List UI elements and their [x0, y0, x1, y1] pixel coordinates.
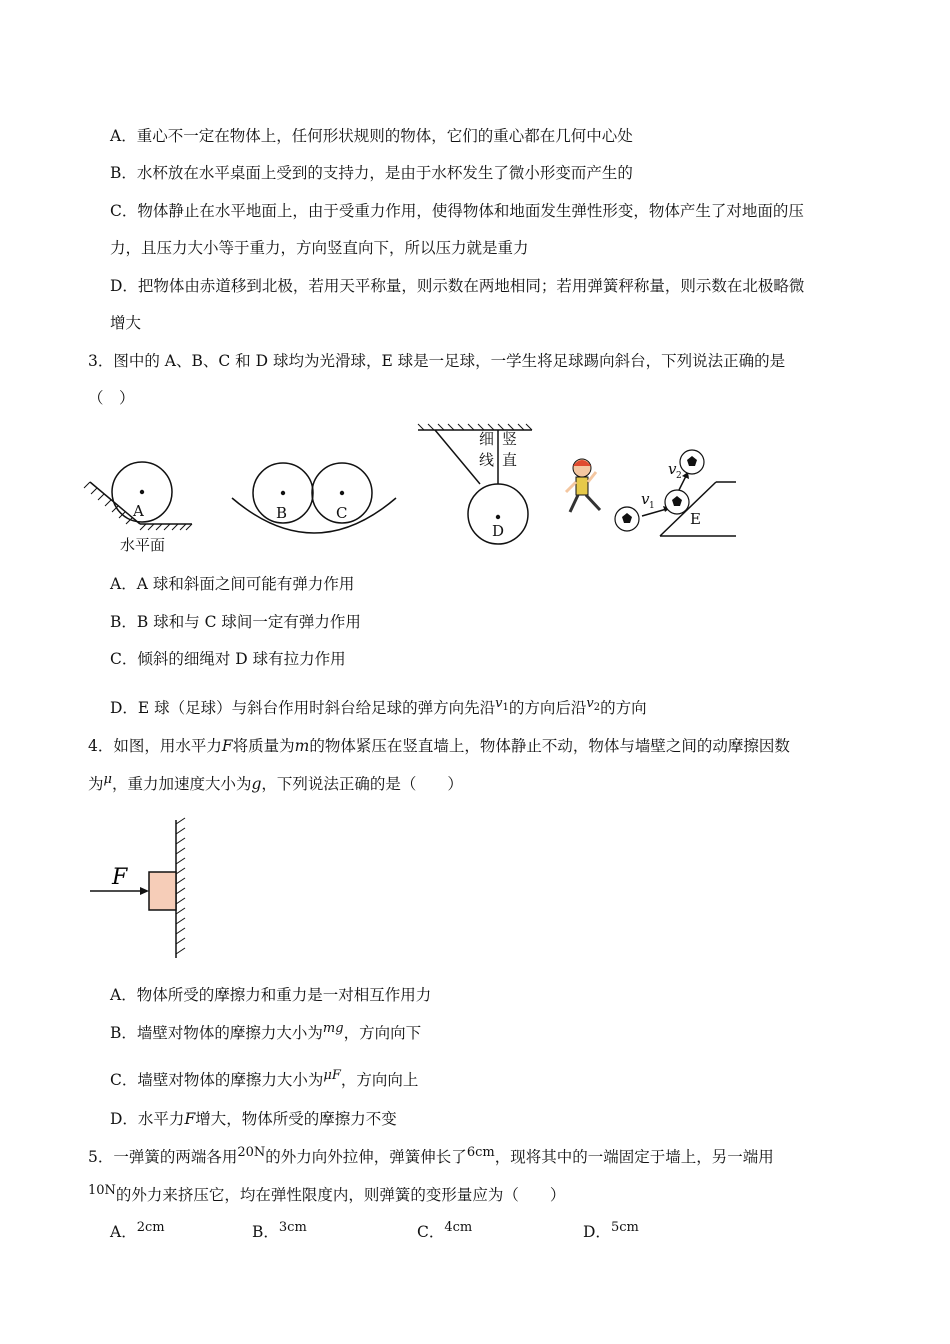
football-3: [680, 450, 704, 474]
label-v1: v: [641, 490, 650, 508]
q2-option-d-line2: 增大: [110, 314, 142, 332]
label-b: B: [276, 504, 288, 522]
q2-option-a: A．重心不一定在物体上，任何形状规则的物体，它们的重心都在几何中心处: [110, 127, 633, 145]
force-label: F: [112, 865, 128, 890]
q3-stem-line1: 3．图中的 A、B、C 和 D 球均为光滑球，E 球是一足球，一学生将足球踢向斜台，下列说法正确的是: [88, 352, 786, 370]
q2-option-c-line1: C．物体静止在水平地面上，由于受重力作用，使得物体和地面发生弹性形变，物体产生了对地面的压: [110, 202, 804, 220]
q4-option-a: A．物体所受的摩擦力和重力是一对相互作用力: [110, 986, 432, 1004]
q2-option-b: B．水杯放在水平桌面上受到的支持力，是由于水杯发生了微小形变而产生的: [110, 164, 633, 182]
q4-option-c: C．墙壁对物体的摩擦力大小为$^{\mu F}$，方向向上: [110, 1068, 419, 1089]
label-vertical-1: 竖: [502, 430, 518, 448]
q5-stem-line1: 5．一弹簧的两端各用$^{20N}$的外力向外拉伸，弹簧伸长了$^{6cm}$，现将其中的一端固定于墙上，另一端用: [88, 1145, 774, 1166]
q4-figure: [88, 818, 198, 963]
student-figure: [566, 459, 600, 512]
slanted-string: [435, 430, 480, 484]
q5-option-b: B．$^{3cm}$: [252, 1220, 307, 1241]
q5-option-d: D．$^{5cm}$: [583, 1220, 639, 1241]
label-v2-sub: 2: [676, 471, 682, 481]
q5-option-c: C．$^{4cm}$: [417, 1220, 473, 1241]
label-vertical-2: 直: [502, 451, 518, 469]
label-ground: 水平面: [120, 536, 166, 554]
q3-option-a: A．A 球和斜面之间可能有弹力作用: [110, 575, 355, 593]
q3-stem-line2: （ ）: [88, 389, 135, 407]
label-c: C: [336, 504, 348, 522]
q4-stem-line2: 为$^\mu$，重力加速度大小为g，下列说法正确的是（ ）: [88, 772, 463, 793]
q2-option-d-line1: D．把物体由赤道移到北极，若用天平称量，则示数在两地相同；若用弹簧秤称量，则示数在北极略微: [110, 277, 805, 295]
q5-stem-line2: $^{10N}$的外力来挤压它，均在弹性限度内，则弹簧的变形量应为（ ）: [88, 1183, 566, 1204]
label-thin-2: 线: [479, 451, 495, 469]
label-e: E: [690, 510, 701, 528]
label-thin-1: 细: [479, 430, 495, 448]
label-d: D: [492, 522, 505, 540]
football-2: [665, 490, 689, 514]
q2-option-c-line2: 力，且压力大小等于重力，方向竖直向下，所以压力就是重力: [110, 239, 529, 257]
q5-option-a: A．$^{2cm}$: [110, 1220, 165, 1241]
block: [149, 872, 176, 910]
q4-option-b: B．墙壁对物体的摩擦力大小为$^{mg}$，方向向下: [110, 1021, 422, 1042]
football-1: [615, 507, 639, 531]
label-v1-sub: 1: [649, 501, 655, 511]
q3-option-d: D．E 球（足球）与斜台作用时斜台给足球的弹方向先沿$^{v_1}$的方向后沿$^{v_2}$的方向: [110, 696, 647, 717]
q4-stem-line1: 4．如图，用水平力F将质量为m的物体紧压在竖直墙上，物体静止不动，物体与墙壁之间的动摩擦因数: [88, 737, 790, 755]
q3-option-b: B．B 球和与 C 球间一定有弹力作用: [110, 613, 361, 631]
q3-figure: [80, 420, 760, 560]
label-v2: v: [668, 460, 677, 478]
q4-option-d: D．水平力F增大，物体所受的摩擦力不变: [110, 1110, 397, 1128]
label-a: A: [133, 502, 144, 520]
q3-option-c: C．倾斜的细绳对 D 球有拉力作用: [110, 650, 346, 668]
